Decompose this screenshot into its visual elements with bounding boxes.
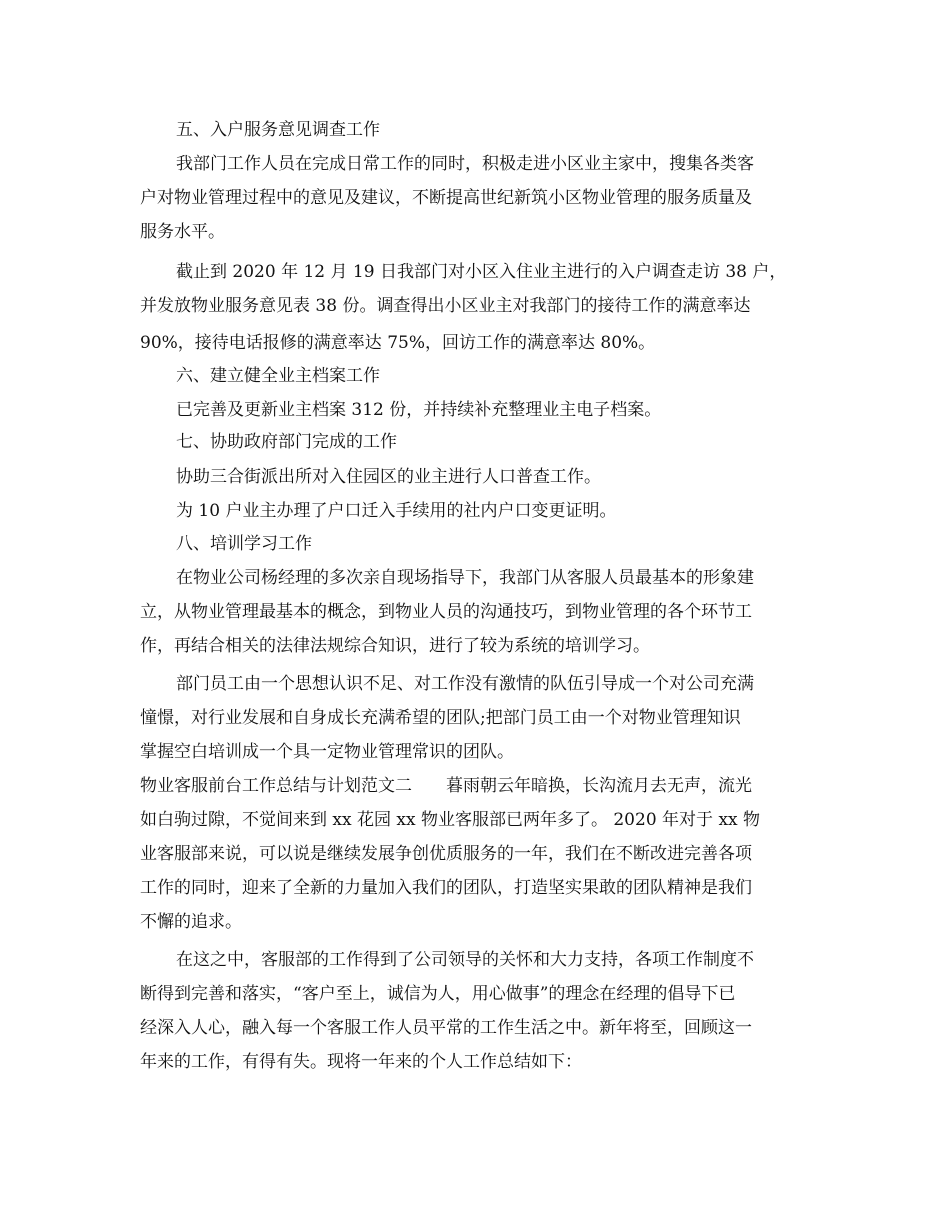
paragraph-line: 已完善及更新业主档案 312 份，并持续补充整理业主电子档案。 [176, 400, 662, 420]
paragraph-line: 为 10 户业主办理了户口迁入手续用的社内户口变更证明。 [176, 501, 617, 521]
paragraph-line: 憧憬，对行业发展和自身成长充满希望的团队;把部门员工由一个对物业管理知识 [140, 708, 741, 728]
paragraph-line: 我部门工作人员在完成日常工作的同时，积极走进小区业主家中，搜集各类客 [176, 154, 754, 174]
section-heading: 七、协助政府部门完成的工作 [176, 432, 397, 452]
paragraph-line: 90%，接待电话报修的满意率达 75%，回访工作的满意率达 80%。 [140, 333, 656, 353]
paragraph-line: 协助三合街派出所对入住园区的业主进行人口普查工作。 [176, 467, 601, 487]
paragraph-line: 物业客服前台工作总结与计划范文二 暮雨朝云年暗换，长沟流月去无声，流光 [140, 776, 752, 796]
paragraph-line: 在物业公司杨经理的多次亲自现场指导下，我部门从客服人员最基本的形象建 [176, 568, 754, 588]
paragraph-line: 年来的工作，有得有失。现将一年来的个人工作总结如下： [140, 1052, 582, 1072]
paragraph-line: 户对物业管理过程中的意见及建议，不断提高世纪新筑小区物业管理的服务质量及 [140, 188, 752, 208]
paragraph-line: 作，再结合相关的法律法规综合知识，进行了较为系统的培训学习。 [140, 636, 650, 656]
paragraph-line: 部门员工由一个思想认识不足、对工作没有激情的队伍引导成一个对公司充满 [176, 674, 754, 694]
paragraph-line: 在这之中，客服部的工作得到了公司领导的关怀和大力支持，各项工作制度不 [176, 950, 754, 970]
paragraph-line: 断得到完善和落实，“客户至上，诚信为人，用心做事”的理念在经理的倡导下已 [140, 984, 736, 1004]
paragraph-line: 掌握空白培训成一个具一定物业管理常识的团队。 [140, 742, 514, 762]
paragraph-line: 并发放物业服务意见表 38 份。调查得出小区业主对我部门的接待工作的满意率达 [140, 296, 751, 316]
paragraph-line: 业客服部来说，可以说是继续发展争创优质服务的一年，我们在不断改进完善各项 [140, 844, 752, 864]
paragraph-line: 经深入人心，融入每一个客服工作人员平常的工作生活之中。新年将至，回顾这一 [140, 1018, 752, 1038]
section-heading: 八、培训学习工作 [176, 534, 312, 554]
paragraph-line: 截止到 2020 年 12 月 19 日我部门对小区入住业主进行的入户调查走访 38 户， [176, 262, 787, 282]
paragraph-line: 工作的同时，迎来了全新的力量加入我们的团队，打造坚实果敢的团队精神是我们 [140, 878, 752, 898]
section-heading: 五、入户服务意见调查工作 [176, 120, 380, 140]
paragraph-line: 如白驹过隙，不觉间来到 xx 花园 xx 物业客服部已两年多了。 2020 年对于 xx 物 [140, 810, 761, 830]
paragraph-line: 立，从物业管理最基本的概念，到物业人员的沟通技巧，到物业管理的各个环节工 [140, 602, 752, 622]
paragraph-line: 服务水平。 [140, 222, 225, 242]
section-heading: 六、建立健全业主档案工作 [176, 366, 380, 386]
paragraph-line: 不懈的追求。 [140, 912, 242, 932]
